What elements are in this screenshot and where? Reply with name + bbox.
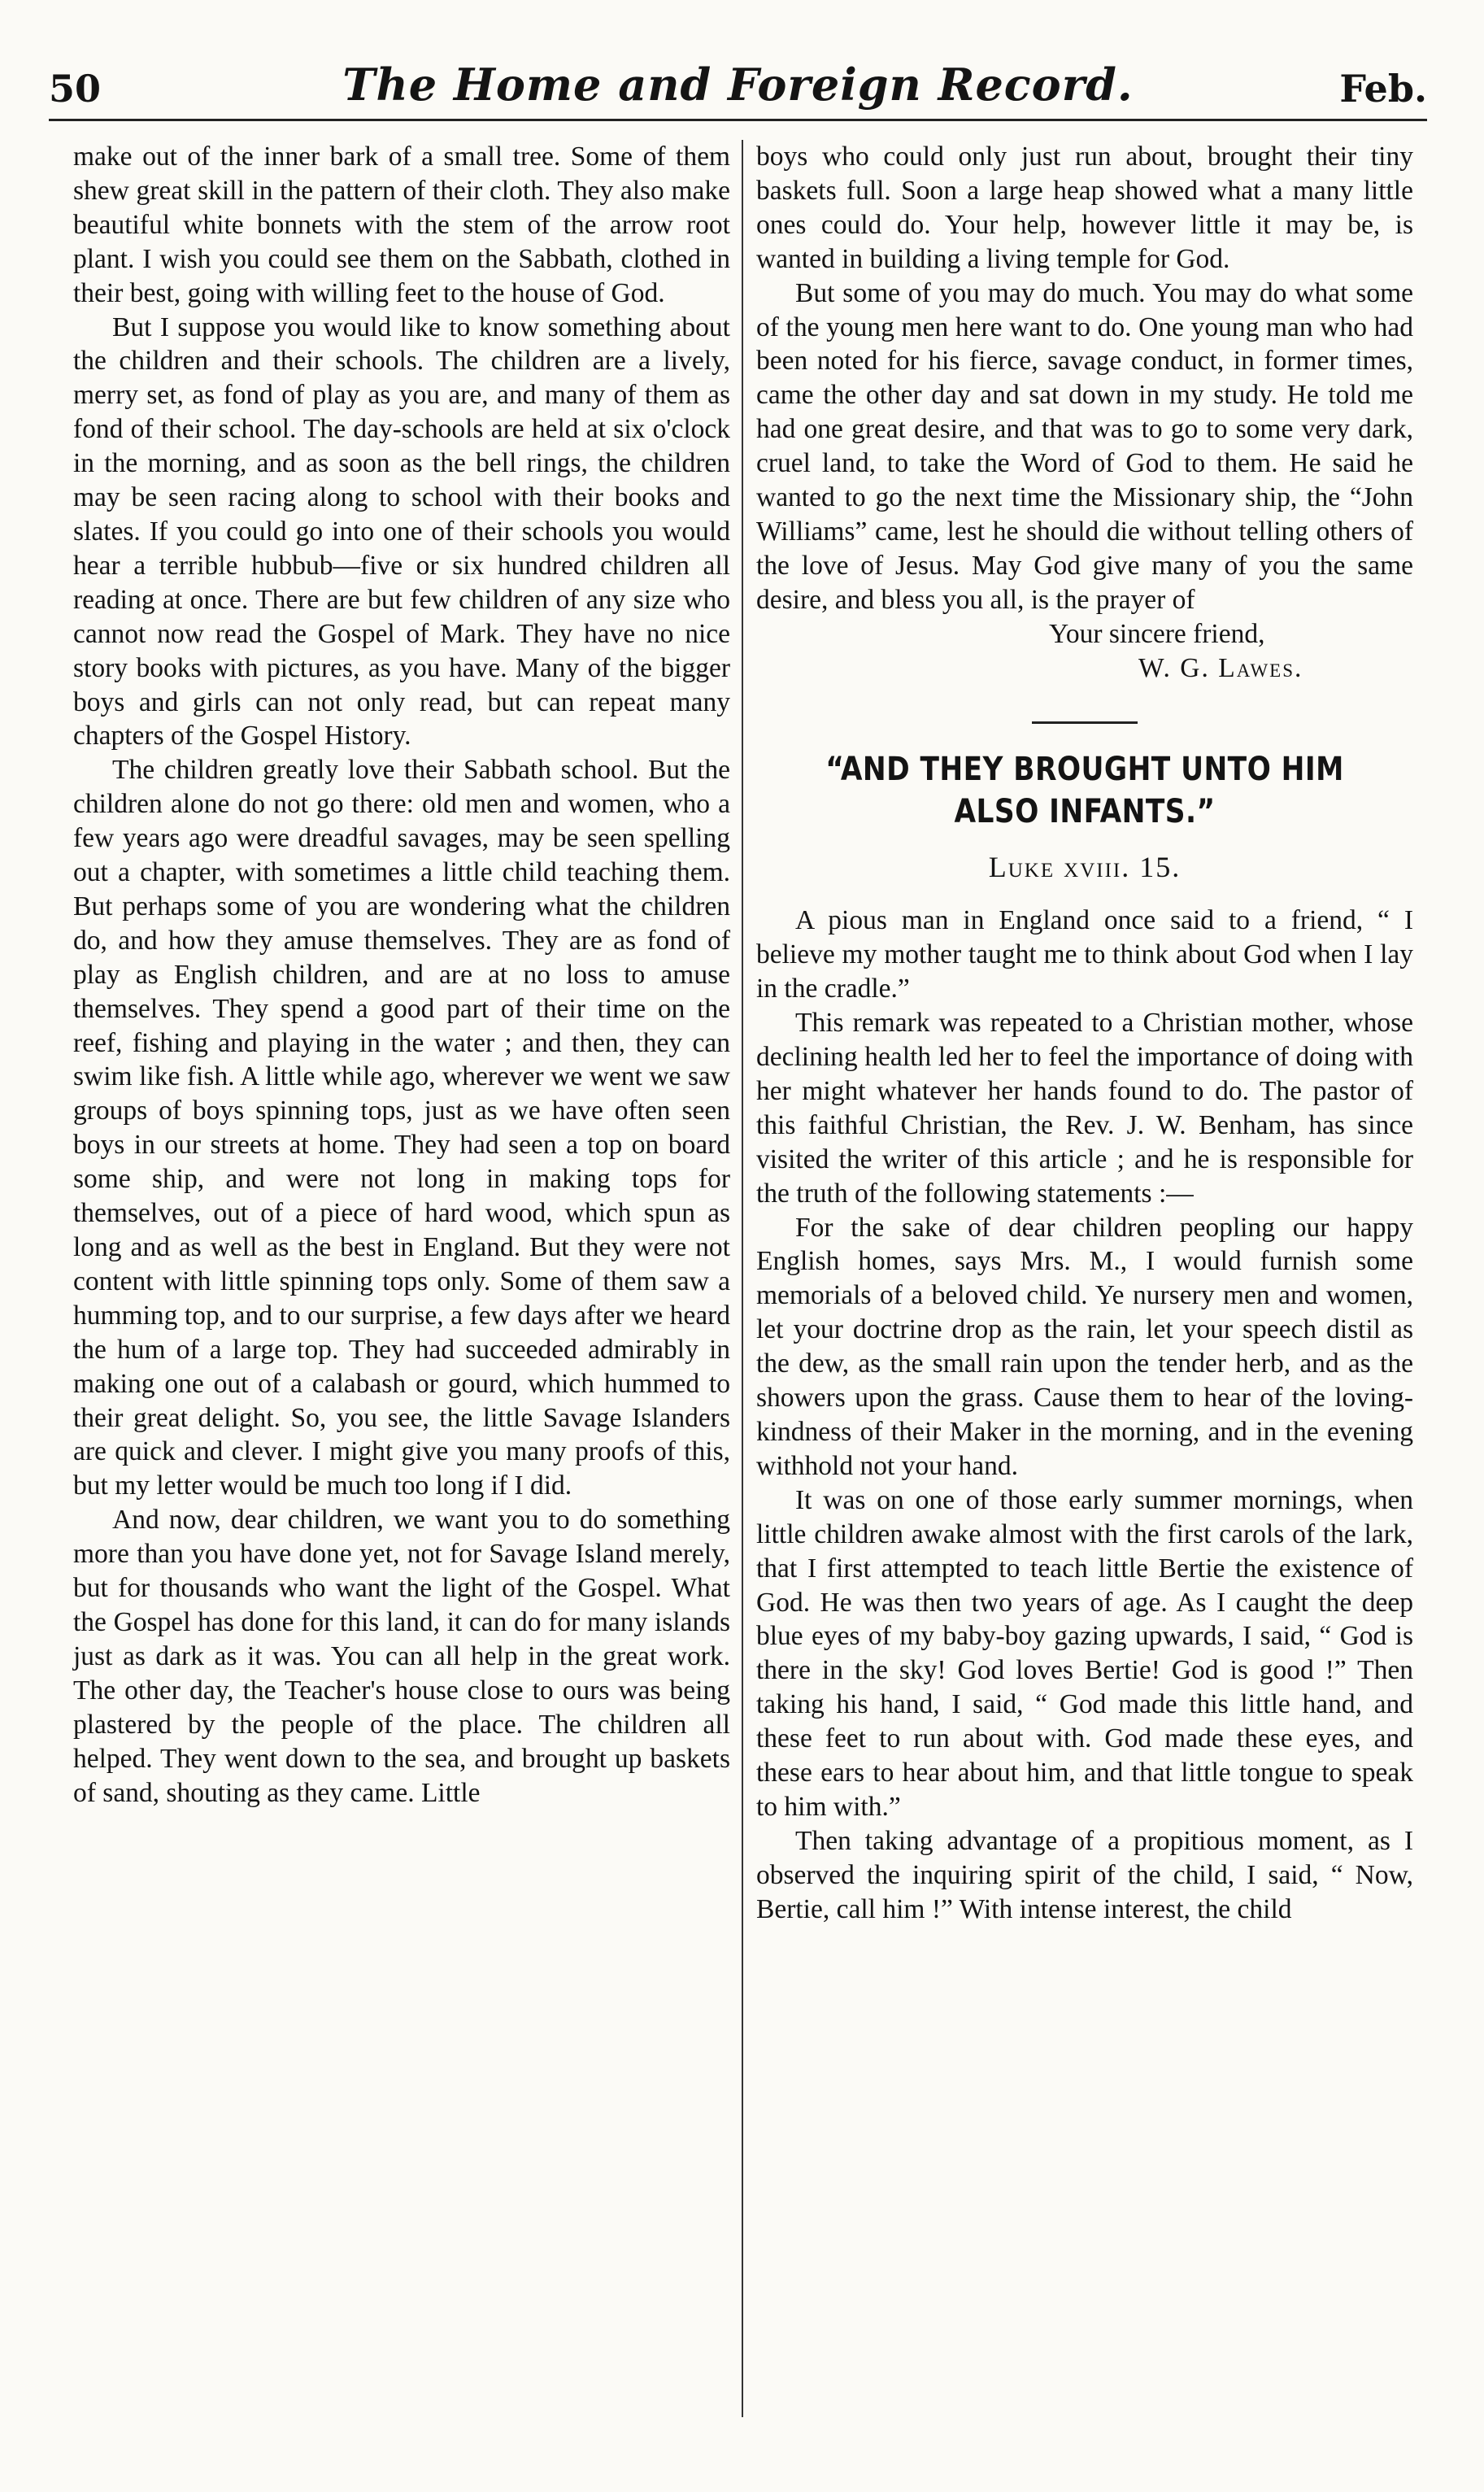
paragraph: make out of the inner bark of a small tree. Some of them shew great skill in the pattern of their cloth. They also make beautiful white bonnets with the stem of the arrow root plant. I wish you could see them on the Sabbath, clothed in their best, going with willing feet to the house of God.: [73, 142, 730, 308]
paragraph: But I suppose you would like to know something about the children and their schools. The children are a lively, merry set, as fond of play as you are, and many of them as fond of their school. The day-schools are held at six o'clock in the morning, and as soon as the bell rings, the children may be seen racing along to school with their books and slates. If you could go into one of their schools you would hear a terrible hubbub—five or six hundred children all reading at once. There are but few children of any size who cannot now read the Gospel of Mark. They have no nice story books with pictures, as you have. Many of the bigger boys and girls can not only read, but can repeat many chapters of the Gospel History.: [73, 312, 730, 752]
right-column: [756, 140, 1413, 1927]
page-header: [49, 42, 1427, 121]
paragraph: A pious man in England once said to a friend, “ I believe my mother taught me to think about God when I lay in the cradle.”: [756, 905, 1413, 1004]
paragraph: For the sake of dear children peopling our happy English homes, says Mrs. M., I would furnish some memorials of a beloved child. Ye nursery men and women, let your doctrine drop as the rain, let your speech distil as the dew, as the small rain upon the tender herb, and as the showers upon the grass. Cause them to hear of the loving-kindness of their Maker in the morning, and in the evening withhold not your hand.: [756, 1212, 1413, 1481]
section-title: “AND THEY BROUGHT UNTO HIM ALSO INFANTS.”: [825, 750, 1344, 830]
paragraph: But some of you may do much. You may do what some of the young men here want to do. One young man who had been noted for his fierce, savage conduct, in former times, came the other day and sat down in my study. He told me had one great desire, and that was to go to some very dark, cruel land, to take the Word of God to them. He said he wanted to go the next time the Missionary ship, the “John Williams” came, lest he should die without telling others of the love of Jesus. May God give many of you the same desire, and bless you all, is the prayer of: [756, 277, 1413, 615]
paragraph: It was on one of those early summer mornings, when little children awake almost with the first carols of the lark, that I first attempted to teach little Bertie the existence of God. He was then two years of age. As I caught the deep blue eyes of my baby-boy gazing upwards, I said, “ God is there in the sky! God loves Bertie! God is good !” Then taking his hand, I said, “ God made this little hand, and these feet to run about with. God made these eyes, and these ears to hear about him, and that little tongue to speak to him with.”: [756, 1484, 1413, 1822]
signature-block: [756, 617, 1413, 686]
paragraph: This remark was repeated to a Christian mother, whose declining health led her to feel the importance of doing with her might whatever her hands found to do. The pastor of this faithful Christian, the Rev. J. W. Benham, has since visited the writer of this article ; and he is responsible for the truth of the following statements :—: [756, 1008, 1413, 1209]
journal-title: The Home and Foreign Record.: [342, 59, 1134, 111]
column-divider: [742, 140, 743, 2417]
left-column: [73, 140, 730, 1810]
paragraph: Then taking advantage of a propitious moment, as I observed the inquiring spirit of the child, I said, “ Now, Bertie, call him !” With intense interest, the child: [756, 1825, 1413, 1924]
paragraph: boys who could only just run about, brought their tiny baskets full. Soon a large heap showed what a many little ones could do. Your help, however little it may be, is wanted in building a living temple for God.: [756, 142, 1413, 274]
scripture-reference: Luke xviii. 15.: [988, 850, 1182, 883]
page-number: 50: [49, 67, 102, 111]
signoff: Your sincere friend,: [1049, 618, 1265, 649]
issue-month: Feb.: [1339, 67, 1427, 111]
paragraph: And now, dear children, we want you to do something more than you have done yet, not for Savage Island merely, but for thousands who want the light of the Gospel. What the Gospel has done for this land, it can do for many islands just as dark as it was. You can all help in the great work. The other day, the Teacher's house close to ours was being plastered by the people of the place. The children all helped. They went down to the sea, and brought up baskets of sand, shouting as they came. Little: [73, 1505, 730, 1808]
paragraph: The children greatly love their Sabbath school. But the children alone do not go there: old men and women, who a few years ago were dreadful savages, may be seen spelling out a chapter, with sometimes a little child teaching them. But perhaps some of you are wondering what the children do, and how they amuse themselves. They are as fond of play as English children, and are at no loss to amuse themselves. They spend a good part of their time on the reef, fishing and playing in the water ; and then, they can swim like fish. A little while ago, wherever we went we saw groups of boys spinning tops, just as we have often seen boys in our streets at home. They had seen a top on board some ship, and were not long in making tops for themselves, out of a piece of hard wood, which spun as long and as well as the best in England. But they were not content with little spinning tops only. Some of them saw a humming top, and to our surprise, a few days after we heard the hum of a large top. They had succeeded admirably in making one out of a calabash or gourd, which hummed to their great delight. So, you see, the little Savage Islanders are quick and clever. I might give you many proofs of this, but my letter would be much too long if I did.: [73, 755, 730, 1501]
section-divider: [1032, 721, 1138, 724]
signature: W. G. Lawes.: [1138, 652, 1303, 683]
